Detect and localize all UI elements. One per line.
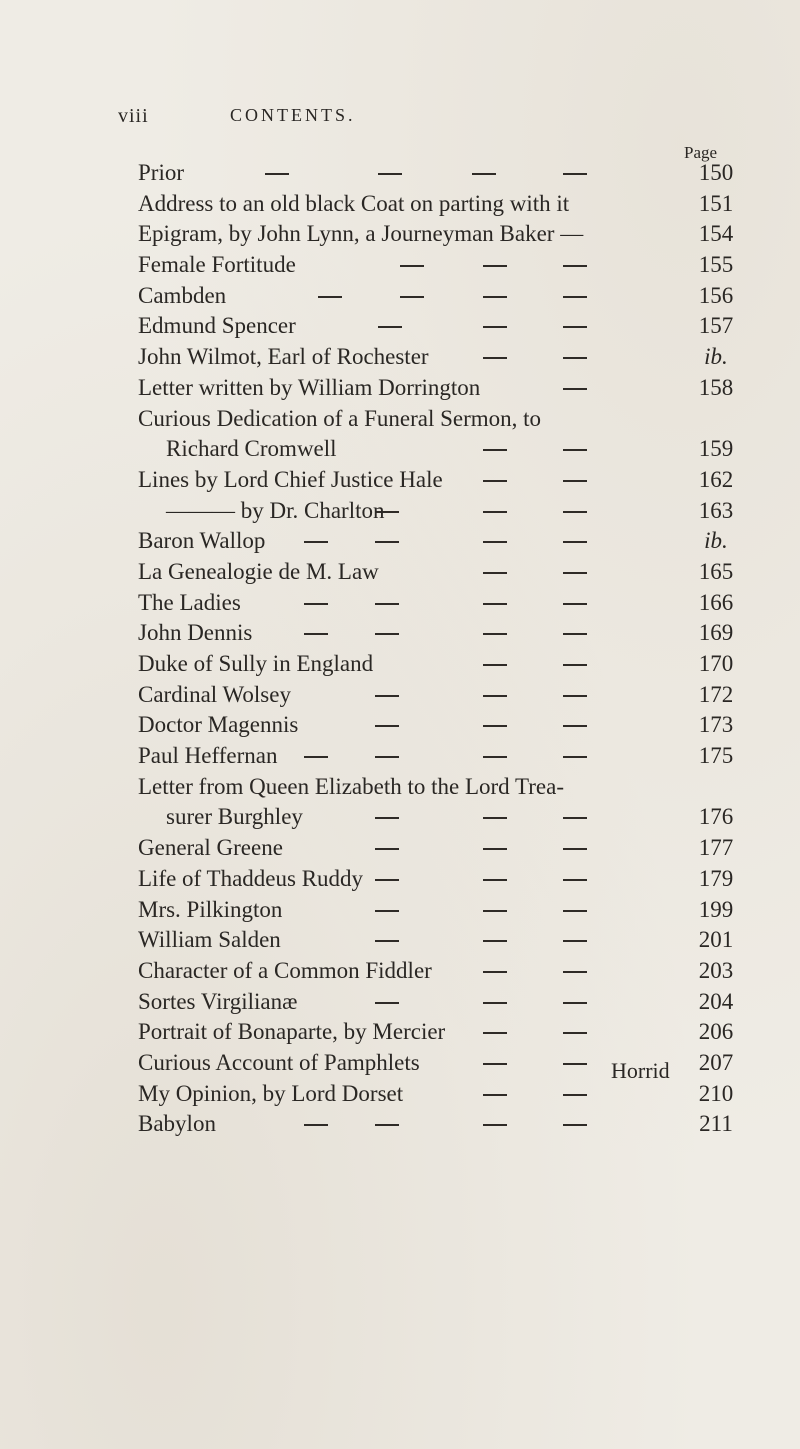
dash-leader bbox=[483, 1124, 507, 1126]
toc-entry bbox=[138, 373, 778, 404]
dash-leader bbox=[375, 940, 399, 942]
dash-leader bbox=[563, 940, 587, 942]
entry-title: William Salden bbox=[138, 927, 281, 953]
dash-leader bbox=[378, 173, 402, 175]
entry-title: Prior bbox=[138, 160, 184, 185]
entry-page-number: 199 bbox=[698, 896, 734, 922]
dash-leader bbox=[483, 449, 507, 451]
dash-leader bbox=[563, 173, 587, 175]
dash-leader bbox=[375, 695, 399, 697]
dash-leader bbox=[483, 326, 507, 328]
dash-leader bbox=[483, 879, 507, 881]
entry-title: Babylon bbox=[138, 1111, 216, 1137]
dash-leader bbox=[563, 910, 587, 912]
dash-leader bbox=[483, 1063, 507, 1065]
entry-page-number: 154 bbox=[698, 221, 734, 247]
toc-entry bbox=[138, 864, 778, 895]
toc-entry bbox=[138, 588, 778, 619]
entry-page-number: 165 bbox=[698, 558, 734, 584]
entry-title: John Dennis bbox=[138, 620, 253, 646]
toc-entry bbox=[138, 404, 778, 435]
dash-leader bbox=[563, 879, 587, 881]
page-folio: viii bbox=[118, 105, 149, 127]
dash-leader bbox=[483, 511, 507, 513]
dash-leader bbox=[265, 173, 289, 175]
entry-title: My Opinion, by Lord Dorset bbox=[138, 1080, 404, 1106]
entry-title: John Wilmot, Earl of Rochester bbox=[138, 344, 429, 370]
toc-entry bbox=[138, 680, 778, 711]
dash-leader bbox=[563, 817, 587, 819]
entry-page-number: 204 bbox=[698, 988, 734, 1014]
dash-leader bbox=[563, 1032, 587, 1034]
dash-leader bbox=[472, 173, 496, 175]
entry-title: Lines by Lord Chief Justice Hale bbox=[138, 466, 443, 492]
entry-title: Edmund Spencer bbox=[138, 313, 296, 339]
contents-list bbox=[138, 158, 778, 1140]
dash-leader bbox=[483, 633, 507, 635]
entry-title: Letter from Queen Elizabeth to the Lord Trea- bbox=[138, 773, 564, 799]
dash-leader bbox=[563, 265, 587, 267]
dash-leader bbox=[304, 633, 328, 635]
toc-entry bbox=[138, 189, 778, 220]
dash-leader bbox=[375, 725, 399, 727]
toc-entry bbox=[138, 158, 778, 189]
dash-leader bbox=[563, 388, 587, 390]
entry-page-number: 179 bbox=[698, 865, 734, 891]
dash-leader bbox=[375, 1002, 399, 1004]
dash-leader bbox=[483, 541, 507, 543]
entry-title: Mrs. Pilkington bbox=[138, 896, 283, 922]
toc-entry bbox=[138, 956, 778, 987]
entry-title: Doctor Magennis bbox=[138, 712, 299, 738]
dash-leader bbox=[563, 633, 587, 635]
dash-leader bbox=[483, 695, 507, 697]
entry-title: Address to an old black Coat on parting with it bbox=[138, 190, 570, 216]
dash-leader bbox=[563, 756, 587, 758]
dash-leader bbox=[563, 541, 587, 543]
entry-page-number: 206 bbox=[698, 1019, 734, 1045]
dash-leader bbox=[563, 1124, 587, 1126]
dash-leader bbox=[563, 357, 587, 359]
toc-entry bbox=[138, 434, 778, 465]
dash-leader bbox=[563, 326, 587, 328]
entry-title: Sortes Virgilianæ bbox=[138, 988, 298, 1014]
toc-entry bbox=[138, 618, 778, 649]
dash-leader bbox=[563, 1002, 587, 1004]
entry-title: General Greene bbox=[138, 835, 283, 861]
dash-leader bbox=[563, 971, 587, 973]
entry-title: Cambden bbox=[138, 282, 227, 308]
entry-page-number: 157 bbox=[698, 313, 734, 339]
toc-entry bbox=[138, 710, 778, 741]
dash-leader bbox=[483, 664, 507, 666]
dash-leader bbox=[483, 1094, 507, 1096]
dash-leader bbox=[483, 756, 507, 758]
dash-leader bbox=[483, 480, 507, 482]
dash-leader bbox=[483, 848, 507, 850]
toc-entry bbox=[138, 342, 778, 373]
entry-page-number: 203 bbox=[698, 957, 734, 983]
dash-leader bbox=[304, 1124, 328, 1126]
toc-entry bbox=[138, 465, 778, 496]
dash-leader bbox=[483, 1002, 507, 1004]
toc-entry bbox=[138, 987, 778, 1018]
dash-leader bbox=[563, 603, 587, 605]
dash-leader bbox=[563, 449, 587, 451]
entry-page-number: 166 bbox=[698, 589, 734, 615]
entry-page-number: 172 bbox=[698, 681, 734, 707]
dash-leader bbox=[318, 296, 342, 298]
toc-entry bbox=[138, 1048, 778, 1079]
dash-leader bbox=[563, 296, 587, 298]
entry-page-number: 162 bbox=[698, 466, 734, 492]
entry-page-number: 176 bbox=[698, 804, 734, 830]
dash-leader bbox=[483, 940, 507, 942]
toc-entry bbox=[138, 557, 778, 588]
entry-title: Curious Dedication of a Funeral Sermon, to bbox=[138, 405, 542, 431]
entry-title: Baron Wallop bbox=[138, 528, 266, 554]
dash-leader bbox=[483, 817, 507, 819]
entry-page-number: ib. bbox=[704, 528, 728, 554]
toc-entry bbox=[138, 219, 778, 250]
toc-entry bbox=[138, 925, 778, 956]
dash-leader bbox=[563, 572, 587, 574]
dash-leader bbox=[483, 265, 507, 267]
entry-page-number: 158 bbox=[698, 374, 734, 400]
dash-leader bbox=[375, 910, 399, 912]
dash-leader bbox=[483, 572, 507, 574]
toc-entry bbox=[138, 281, 778, 312]
toc-entry bbox=[138, 496, 778, 527]
entry-page-number: ib. bbox=[704, 344, 728, 370]
dash-leader bbox=[375, 756, 399, 758]
catchword: Horrid bbox=[611, 1058, 670, 1083]
running-head bbox=[118, 105, 718, 135]
entry-page-number: 156 bbox=[698, 282, 734, 308]
dash-leader bbox=[304, 541, 328, 543]
entry-page-number: 211 bbox=[699, 1111, 733, 1137]
dash-leader bbox=[400, 296, 424, 298]
page-column-label: Page bbox=[684, 143, 718, 162]
entry-title: Duke of Sully in England bbox=[138, 651, 374, 676]
dash-leader bbox=[304, 603, 328, 605]
dash-leader bbox=[375, 817, 399, 819]
entry-title: Female Fortitude bbox=[138, 252, 296, 278]
dash-leader bbox=[375, 879, 399, 881]
entry-page-number: 201 bbox=[698, 927, 734, 953]
dash-leader bbox=[400, 265, 424, 267]
toc-entry bbox=[138, 772, 778, 803]
dash-leader bbox=[483, 725, 507, 727]
dash-leader bbox=[483, 296, 507, 298]
dash-leader bbox=[563, 480, 587, 482]
entry-title: Paul Heffernan bbox=[138, 743, 278, 769]
dash-leader bbox=[483, 357, 507, 359]
dash-leader bbox=[483, 1032, 507, 1034]
toc-entry bbox=[138, 1079, 778, 1110]
entry-page-number: 177 bbox=[698, 835, 734, 861]
toc-entry bbox=[138, 1109, 778, 1140]
running-title: CONTENTS. bbox=[230, 105, 356, 125]
dash-leader bbox=[563, 664, 587, 666]
entry-page-number: 210 bbox=[698, 1080, 734, 1106]
dash-leader bbox=[483, 910, 507, 912]
entry-title: Epigram, by John Lynn, a Journeyman Baker — bbox=[138, 221, 584, 247]
toc-entry bbox=[138, 741, 778, 772]
toc-entry bbox=[138, 895, 778, 926]
entry-title: Life of Thaddeus Ruddy bbox=[138, 865, 364, 891]
dash-leader bbox=[563, 725, 587, 727]
dash-leader bbox=[375, 603, 399, 605]
dash-leader bbox=[375, 1124, 399, 1126]
entry-title: Portrait of Bonaparte, by Mercier bbox=[138, 1019, 446, 1045]
dash-leader bbox=[563, 695, 587, 697]
entry-title: La Genealogie de M. Law bbox=[138, 558, 379, 584]
entry-page-number: 150 bbox=[698, 160, 734, 185]
dash-leader bbox=[483, 971, 507, 973]
entry-title: Cardinal Wolsey bbox=[138, 681, 291, 707]
entry-page-number: 169 bbox=[698, 620, 734, 646]
dash-leader bbox=[375, 848, 399, 850]
dash-leader bbox=[563, 848, 587, 850]
entry-title: Character of a Common Fiddler bbox=[138, 957, 432, 983]
dash-leader bbox=[483, 603, 507, 605]
entry-page-number: 170 bbox=[698, 651, 734, 676]
entry-page-number: 173 bbox=[698, 712, 734, 738]
toc-entry bbox=[138, 649, 778, 680]
toc-entry bbox=[138, 1017, 778, 1048]
dash-leader bbox=[304, 756, 328, 758]
entry-title: ——— by Dr. Charlton bbox=[166, 497, 385, 523]
entry-page-number: 207 bbox=[698, 1049, 734, 1075]
entry-page-number: 155 bbox=[698, 252, 734, 278]
toc-entry bbox=[138, 311, 778, 342]
toc-entry bbox=[138, 833, 778, 864]
toc-entry bbox=[138, 526, 778, 557]
entry-page-number: 163 bbox=[698, 497, 734, 523]
entry-title: Letter written by William Dorrington bbox=[138, 374, 481, 400]
toc-entry bbox=[138, 250, 778, 281]
entry-page-number: 175 bbox=[698, 743, 734, 769]
dash-leader bbox=[375, 633, 399, 635]
entry-title: The Ladies bbox=[138, 589, 241, 615]
dash-leader bbox=[378, 326, 402, 328]
toc-entry bbox=[138, 802, 778, 833]
entry-page-number: 159 bbox=[698, 436, 734, 462]
entry-title: Curious Account of Pamphlets bbox=[138, 1049, 420, 1075]
dash-leader bbox=[563, 1063, 587, 1065]
dash-leader bbox=[563, 1094, 587, 1096]
dash-leader bbox=[563, 511, 587, 513]
dash-leader bbox=[375, 541, 399, 543]
entry-title: surer Burghley bbox=[166, 804, 303, 830]
entry-title: Richard Cromwell bbox=[166, 436, 337, 462]
entry-page-number: 151 bbox=[698, 190, 734, 216]
